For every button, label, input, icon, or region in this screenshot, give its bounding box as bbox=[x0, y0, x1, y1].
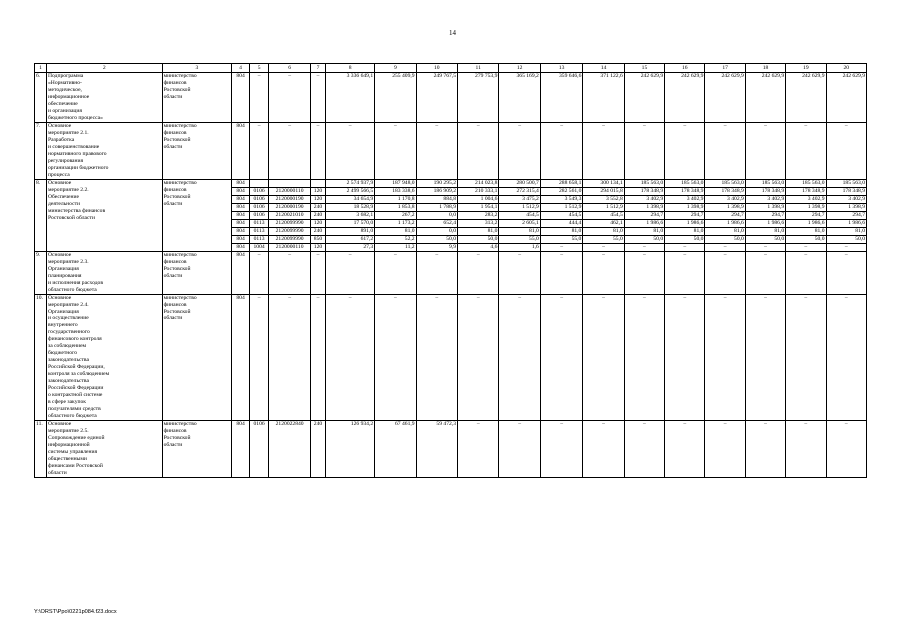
amount-cell: 3 475,2 bbox=[499, 195, 540, 203]
amount-cell: 1 986,6 bbox=[665, 219, 705, 227]
grbs-code: 804 bbox=[232, 195, 249, 203]
table-row bbox=[35, 294, 867, 421]
amount-cell: – bbox=[705, 294, 745, 421]
amount-cell: 178 348,9 bbox=[624, 187, 664, 195]
target-article-code: 2120021010 bbox=[269, 211, 310, 219]
amount-cell: 2 605,1 bbox=[499, 219, 540, 227]
table-row bbox=[35, 421, 867, 478]
expense-type-code: 240 bbox=[310, 203, 325, 211]
amount-cell: 3 682,1 bbox=[326, 211, 375, 219]
measure-name: Основное мероприятие 2.3. Организация планирования и исполнения расходов областного бюджета bbox=[46, 251, 162, 294]
column-header: 17 bbox=[705, 64, 745, 73]
amount-cell: 185 563,0 bbox=[826, 179, 867, 187]
column-header: 8 bbox=[326, 64, 375, 73]
amount-cell: 17 570,0 bbox=[326, 219, 375, 227]
measure-name: Основное мероприятие 2.4. Организация и осуществление внутреннего государственного финансового контроля за соблюдением бюджетного законодательства Российской Федерации, контроля за соблюдением законодательства Российской Федерации о контрактной системе в сфере закупок получателями средств областного бюджета bbox=[46, 294, 162, 421]
amount-cell: 34 654,9 bbox=[326, 195, 375, 203]
grbs-code: 804 bbox=[232, 73, 249, 123]
amount-cell: 3 549,3 bbox=[540, 195, 583, 203]
amount-cell: 27,3 bbox=[326, 243, 375, 251]
amount-cell: 891,0 bbox=[326, 227, 375, 235]
column-header: 6 bbox=[269, 64, 310, 73]
amount-cell: 81,0 bbox=[665, 227, 705, 235]
column-header: 15 bbox=[624, 64, 664, 73]
amount-cell: 454,5 bbox=[499, 211, 540, 219]
amount-cell: 4,6 bbox=[458, 243, 499, 251]
expense-type-code: 850 bbox=[310, 235, 325, 243]
amount-cell: 294,7 bbox=[745, 211, 785, 219]
amount-cell: 81,0 bbox=[458, 227, 499, 235]
amount-cell: – bbox=[826, 421, 867, 478]
column-header: 10 bbox=[416, 64, 457, 73]
amount-cell: 11,2 bbox=[375, 243, 416, 251]
amount-cell: – bbox=[665, 294, 705, 421]
amount-cell: – bbox=[540, 294, 583, 421]
budget-table bbox=[34, 63, 867, 478]
amount-cell: 185 563,0 bbox=[665, 179, 705, 187]
amount-cell: 178 348,9 bbox=[745, 187, 785, 195]
section-code: 0106 bbox=[249, 211, 269, 219]
expense-type-code: 120 bbox=[310, 187, 325, 195]
amount-cell: – bbox=[540, 251, 583, 294]
amount-cell: 55,0 bbox=[540, 235, 583, 243]
amount-cell: – bbox=[826, 251, 867, 294]
amount-cell: 454,5 bbox=[583, 211, 624, 219]
amount-cell: 313,2 bbox=[458, 219, 499, 227]
amount-cell: 1 512,9 bbox=[540, 203, 583, 211]
amount-cell: 1 853,8 bbox=[375, 203, 416, 211]
column-number-row bbox=[35, 64, 867, 73]
amount-cell: – bbox=[624, 294, 664, 421]
grbs-code: 804 bbox=[232, 251, 249, 294]
amount-cell: 242 629,9 bbox=[786, 73, 826, 123]
expense-type-code: – bbox=[310, 251, 325, 294]
amount-cell: – bbox=[583, 421, 624, 478]
amount-cell: 371 122,6 bbox=[583, 73, 624, 123]
section-code: 0106 bbox=[249, 203, 269, 211]
grbs-code: 804 bbox=[232, 219, 249, 227]
amount-cell: 9,9 bbox=[416, 243, 457, 251]
column-header: 20 bbox=[826, 64, 867, 73]
amount-cell: 462,1 bbox=[583, 219, 624, 227]
expense-type-code: 240 bbox=[310, 421, 325, 478]
amount-cell: 1 398,9 bbox=[665, 203, 705, 211]
amount-cell: – bbox=[540, 122, 583, 179]
amount-cell: 55,0 bbox=[583, 235, 624, 243]
column-header: 18 bbox=[745, 64, 785, 73]
amount-cell: – bbox=[705, 243, 745, 251]
amount-cell: 55,0 bbox=[499, 235, 540, 243]
grbs-code: 804 bbox=[232, 211, 249, 219]
amount-cell: 185 563,0 bbox=[705, 179, 745, 187]
amount-cell: 210 333,1 bbox=[458, 187, 499, 195]
section-code: – bbox=[249, 251, 269, 294]
amount-cell: 294,7 bbox=[705, 211, 745, 219]
amount-cell: 242 629,9 bbox=[665, 73, 705, 123]
amount-cell: 454,5 bbox=[540, 211, 583, 219]
table-row bbox=[35, 251, 867, 294]
amount-cell: – bbox=[665, 251, 705, 294]
amount-cell: – bbox=[745, 294, 785, 421]
amount-cell: 3 402,9 bbox=[786, 195, 826, 203]
target-article-code: – bbox=[269, 73, 310, 123]
amount-cell: – bbox=[826, 294, 867, 421]
target-article-code: 2120000190 bbox=[269, 203, 310, 211]
amount-cell: – bbox=[499, 421, 540, 478]
grbs-code: 804 bbox=[232, 187, 249, 195]
column-header: 1 bbox=[35, 64, 47, 73]
amount-cell: 1 986,6 bbox=[705, 219, 745, 227]
table-row bbox=[35, 122, 867, 179]
amount-cell: – bbox=[665, 243, 705, 251]
section-code: 0113 bbox=[249, 227, 269, 235]
amount-cell: – bbox=[745, 251, 785, 294]
measure-name: Подпрограмма «Нормативно- методическое, информационное обеспечение и организация бюджетного процесса» bbox=[46, 73, 162, 123]
column-header: 14 bbox=[583, 64, 624, 73]
section-code: 0106 bbox=[249, 195, 269, 203]
amount-cell: – bbox=[745, 243, 785, 251]
amount-cell: 59 472,3 bbox=[416, 421, 457, 478]
amount-cell: – bbox=[583, 294, 624, 421]
amount-cell: 81,0 bbox=[705, 227, 745, 235]
column-header: 4 bbox=[232, 64, 249, 73]
amount-cell: 50,0 bbox=[458, 235, 499, 243]
amount-cell: – bbox=[416, 251, 457, 294]
amount-cell: 272 315,4 bbox=[499, 187, 540, 195]
amount-cell: 294,7 bbox=[826, 211, 867, 219]
expense-type-code: – bbox=[310, 73, 325, 123]
responsible-executor: министерство финансов Ростовской области bbox=[162, 179, 232, 251]
target-article-code: 2120000190 bbox=[269, 195, 310, 203]
grbs-code: 804 bbox=[232, 243, 249, 251]
amount-cell: 617,2 bbox=[326, 235, 375, 243]
amount-cell: 652,4 bbox=[416, 219, 457, 227]
amount-cell: 3 402,9 bbox=[745, 195, 785, 203]
measure-name: Основное мероприятие 2.1. Разработка и совершенствование нормативного правового регулирования организации бюджетного процесса bbox=[46, 122, 162, 179]
target-article-code: 2120099990 bbox=[269, 227, 310, 235]
amount-cell: 50,0 bbox=[786, 235, 826, 243]
grbs-code: 804 bbox=[232, 179, 249, 187]
amount-cell: – bbox=[458, 251, 499, 294]
amount-cell: 178 348,9 bbox=[705, 187, 745, 195]
amount-cell: 242 629,9 bbox=[826, 73, 867, 123]
amount-cell: 359 646,6 bbox=[540, 73, 583, 123]
amount-cell: 185 563,0 bbox=[624, 179, 664, 187]
table-body bbox=[35, 73, 867, 478]
responsible-executor: министерство финансов Ростовской области bbox=[162, 251, 232, 294]
amount-cell: 280 500,7 bbox=[499, 179, 540, 187]
target-article-code: 2120099990 bbox=[269, 235, 310, 243]
amount-cell: 300 134,1 bbox=[583, 179, 624, 187]
amount-cell: 50,0 bbox=[624, 235, 664, 243]
amount-cell: – bbox=[786, 122, 826, 179]
amount-cell: – bbox=[665, 421, 705, 478]
amount-cell: – bbox=[499, 251, 540, 294]
amount-cell: – bbox=[458, 122, 499, 179]
amount-cell: 1 398,9 bbox=[624, 203, 664, 211]
amount-cell: 178 348,9 bbox=[826, 187, 867, 195]
target-article-code: 2120000110 bbox=[269, 187, 310, 195]
amount-cell: 1 986,6 bbox=[786, 219, 826, 227]
amount-cell: 1,6 bbox=[499, 243, 540, 251]
amount-cell: – bbox=[786, 251, 826, 294]
amount-cell: 81,0 bbox=[826, 227, 867, 235]
amount-cell: 0,0 bbox=[416, 211, 457, 219]
amount-cell: – bbox=[705, 122, 745, 179]
amount-cell: 884,8 bbox=[416, 195, 457, 203]
amount-cell: – bbox=[705, 421, 745, 478]
column-header: 13 bbox=[540, 64, 583, 73]
amount-cell: 81,0 bbox=[540, 227, 583, 235]
amount-cell: 242 629,9 bbox=[745, 73, 785, 123]
target-article-code: 2120099990 bbox=[269, 219, 310, 227]
responsible-executor: министерство финансов Ростовской области bbox=[162, 73, 232, 123]
column-header: 19 bbox=[786, 64, 826, 73]
expense-type-code bbox=[310, 179, 325, 187]
grbs-code: 804 bbox=[232, 294, 249, 421]
amount-cell: 81,0 bbox=[583, 227, 624, 235]
amount-cell: 1 512,9 bbox=[499, 203, 540, 211]
expense-type-code: 120 bbox=[310, 195, 325, 203]
grbs-code: 804 bbox=[232, 235, 249, 243]
amount-cell: – bbox=[458, 421, 499, 478]
target-article-code: – bbox=[269, 122, 310, 179]
amount-cell: – bbox=[326, 122, 375, 179]
amount-cell: 365 169,2 bbox=[499, 73, 540, 123]
table-row bbox=[35, 179, 867, 187]
amount-cell: 81,0 bbox=[745, 227, 785, 235]
amount-cell: 294,7 bbox=[624, 211, 664, 219]
row-number: 6. bbox=[35, 73, 47, 123]
measure-name: Основное мероприятие 2.2. Обеспечение деятельности министерства финансов Ростовской области bbox=[46, 179, 162, 251]
file-path-footer: Y:\ORST\Ppo\0221p084.f23.docx bbox=[34, 609, 117, 615]
amount-cell: 183 338,6 bbox=[375, 187, 416, 195]
amount-cell: – bbox=[624, 243, 664, 251]
amount-cell: 1 788,9 bbox=[416, 203, 457, 211]
amount-cell: – bbox=[665, 122, 705, 179]
amount-cell: – bbox=[624, 251, 664, 294]
amount-cell: – bbox=[499, 294, 540, 421]
amount-cell: 283,2 bbox=[458, 211, 499, 219]
expense-type-code: 120 bbox=[310, 219, 325, 227]
amount-cell: 279 753,9 bbox=[458, 73, 499, 123]
amount-cell: 50,0 bbox=[705, 235, 745, 243]
amount-cell: 187 948,0 bbox=[375, 179, 416, 187]
amount-cell: 18 528,9 bbox=[326, 203, 375, 211]
amount-cell: – bbox=[375, 122, 416, 179]
column-header: 9 bbox=[375, 64, 416, 73]
amount-cell: 3 552,8 bbox=[583, 195, 624, 203]
row-number: 10. bbox=[35, 294, 47, 421]
amount-cell: – bbox=[745, 421, 785, 478]
amount-cell: 52,2 bbox=[375, 235, 416, 243]
section-code bbox=[249, 179, 269, 187]
amount-cell: – bbox=[375, 294, 416, 421]
amount-cell: 1 398,9 bbox=[826, 203, 867, 211]
amount-cell: 1 173,2 bbox=[375, 219, 416, 227]
expense-type-code: 240 bbox=[310, 211, 325, 219]
amount-cell: – bbox=[458, 294, 499, 421]
amount-cell: – bbox=[583, 122, 624, 179]
measure-name: Основное мероприятие 2.5. Сопровождение единой информационной системы управления общественными финансами Ростовской области bbox=[46, 421, 162, 478]
amount-cell: 242 629,9 bbox=[705, 73, 745, 123]
section-code: 0113 bbox=[249, 235, 269, 243]
amount-cell: – bbox=[326, 294, 375, 421]
amount-cell: 3 336 649,1 bbox=[326, 73, 375, 123]
amount-cell: 294 015,8 bbox=[583, 187, 624, 195]
column-header: 7 bbox=[310, 64, 325, 73]
amount-cell: 81,0 bbox=[624, 227, 664, 235]
target-article-code: – bbox=[269, 251, 310, 294]
amount-cell: 178 348,9 bbox=[665, 187, 705, 195]
row-number: 7. bbox=[35, 122, 47, 179]
amount-cell: 3 402,9 bbox=[826, 195, 867, 203]
responsible-executor: министерство финансов Ростовской области bbox=[162, 294, 232, 421]
amount-cell: – bbox=[786, 421, 826, 478]
amount-cell: 81,0 bbox=[786, 227, 826, 235]
row-number: 9. bbox=[35, 251, 47, 294]
amount-cell: 214 023,8 bbox=[458, 179, 499, 187]
section-code: 0106 bbox=[249, 187, 269, 195]
amount-cell: – bbox=[416, 294, 457, 421]
amount-cell: 185 563,0 bbox=[786, 179, 826, 187]
grbs-code: 804 bbox=[232, 122, 249, 179]
amount-cell: 186 909,2 bbox=[416, 187, 457, 195]
amount-cell: 1 398,9 bbox=[786, 203, 826, 211]
responsible-executor: министерство финансов Ростовской области bbox=[162, 122, 232, 179]
amount-cell: 1 004,6 bbox=[458, 195, 499, 203]
amount-cell: 178 348,9 bbox=[786, 187, 826, 195]
amount-cell: 1 512,9 bbox=[583, 203, 624, 211]
amount-cell: 267,2 bbox=[375, 211, 416, 219]
column-header: 3 bbox=[162, 64, 232, 73]
amount-cell: 1 398,9 bbox=[745, 203, 785, 211]
amount-cell: 294,7 bbox=[665, 211, 705, 219]
amount-cell: 3 402,9 bbox=[624, 195, 664, 203]
amount-cell: – bbox=[786, 243, 826, 251]
amount-cell: 255 409,9 bbox=[375, 73, 416, 123]
amount-cell: 294,7 bbox=[786, 211, 826, 219]
section-code: 1004 bbox=[249, 243, 269, 251]
grbs-code: 804 bbox=[232, 421, 249, 478]
amount-cell: 288 658,1 bbox=[540, 179, 583, 187]
target-article-code: – bbox=[269, 294, 310, 421]
amount-cell: – bbox=[540, 421, 583, 478]
amount-cell: – bbox=[624, 122, 664, 179]
amount-cell: 50,0 bbox=[826, 235, 867, 243]
table-row bbox=[35, 73, 867, 123]
target-article-code: 2120022840 bbox=[269, 421, 310, 478]
amount-cell: 50,0 bbox=[416, 235, 457, 243]
amount-cell: – bbox=[583, 243, 624, 251]
amount-cell: – bbox=[705, 251, 745, 294]
amount-cell: 81,0 bbox=[499, 227, 540, 235]
amount-cell: 444,4 bbox=[540, 219, 583, 227]
amount-cell: 1 986,6 bbox=[745, 219, 785, 227]
amount-cell: 190 295,2 bbox=[416, 179, 457, 187]
expense-type-code: 240 bbox=[310, 227, 325, 235]
amount-cell: – bbox=[624, 421, 664, 478]
grbs-code: 804 bbox=[232, 227, 249, 235]
amount-cell: 282 561,0 bbox=[540, 187, 583, 195]
amount-cell: – bbox=[326, 251, 375, 294]
amount-cell: 1 170,8 bbox=[375, 195, 416, 203]
responsible-executor: министерство финансов Ростовской области bbox=[162, 421, 232, 478]
expense-type-code: – bbox=[310, 122, 325, 179]
amount-cell: 3 402,9 bbox=[705, 195, 745, 203]
column-header: 2 bbox=[46, 64, 162, 73]
amount-cell: 3 402,9 bbox=[665, 195, 705, 203]
amount-cell: 1 986,6 bbox=[826, 219, 867, 227]
section-code: – bbox=[249, 294, 269, 421]
section-code: 0113 bbox=[249, 219, 269, 227]
amount-cell: – bbox=[745, 122, 785, 179]
amount-cell: – bbox=[786, 294, 826, 421]
target-article-code: 2120000110 bbox=[269, 243, 310, 251]
amount-cell: 185 563,0 bbox=[745, 179, 785, 187]
amount-cell: – bbox=[826, 243, 867, 251]
grbs-code: 804 bbox=[232, 203, 249, 211]
amount-cell: – bbox=[826, 122, 867, 179]
amount-cell: – bbox=[375, 251, 416, 294]
amount-cell: – bbox=[583, 251, 624, 294]
expense-type-code: 120 bbox=[310, 243, 325, 251]
amount-cell: – bbox=[416, 122, 457, 179]
amount-cell: 0,0 bbox=[416, 227, 457, 235]
amount-cell: 249 767,5 bbox=[416, 73, 457, 123]
amount-cell: 126 934,2 bbox=[326, 421, 375, 478]
amount-cell: 81,0 bbox=[375, 227, 416, 235]
column-header: 5 bbox=[249, 64, 269, 73]
amount-cell: 2 499 566,5 bbox=[326, 187, 375, 195]
amount-cell: 50,0 bbox=[665, 235, 705, 243]
section-code: – bbox=[249, 122, 269, 179]
amount-cell: 50,0 bbox=[745, 235, 785, 243]
page-number: 14 bbox=[449, 29, 456, 37]
amount-cell: 2 574 937,9 bbox=[326, 179, 375, 187]
section-code: 0106 bbox=[249, 421, 269, 478]
amount-cell: 242 629,9 bbox=[624, 73, 664, 123]
row-number: 11. bbox=[35, 421, 47, 478]
expense-type-code: – bbox=[310, 294, 325, 421]
amount-cell: 67 461,9 bbox=[375, 421, 416, 478]
target-article-code bbox=[269, 179, 310, 187]
section-code: – bbox=[249, 73, 269, 123]
amount-cell: – bbox=[499, 122, 540, 179]
column-header: 11 bbox=[458, 64, 499, 73]
amount-cell: 1 954,1 bbox=[458, 203, 499, 211]
amount-cell: 1 986,6 bbox=[624, 219, 664, 227]
column-header: 12 bbox=[499, 64, 540, 73]
row-number: 8. bbox=[35, 179, 47, 251]
amount-cell: – bbox=[540, 243, 583, 251]
amount-cell: 1 398,9 bbox=[705, 203, 745, 211]
column-header: 16 bbox=[665, 64, 705, 73]
